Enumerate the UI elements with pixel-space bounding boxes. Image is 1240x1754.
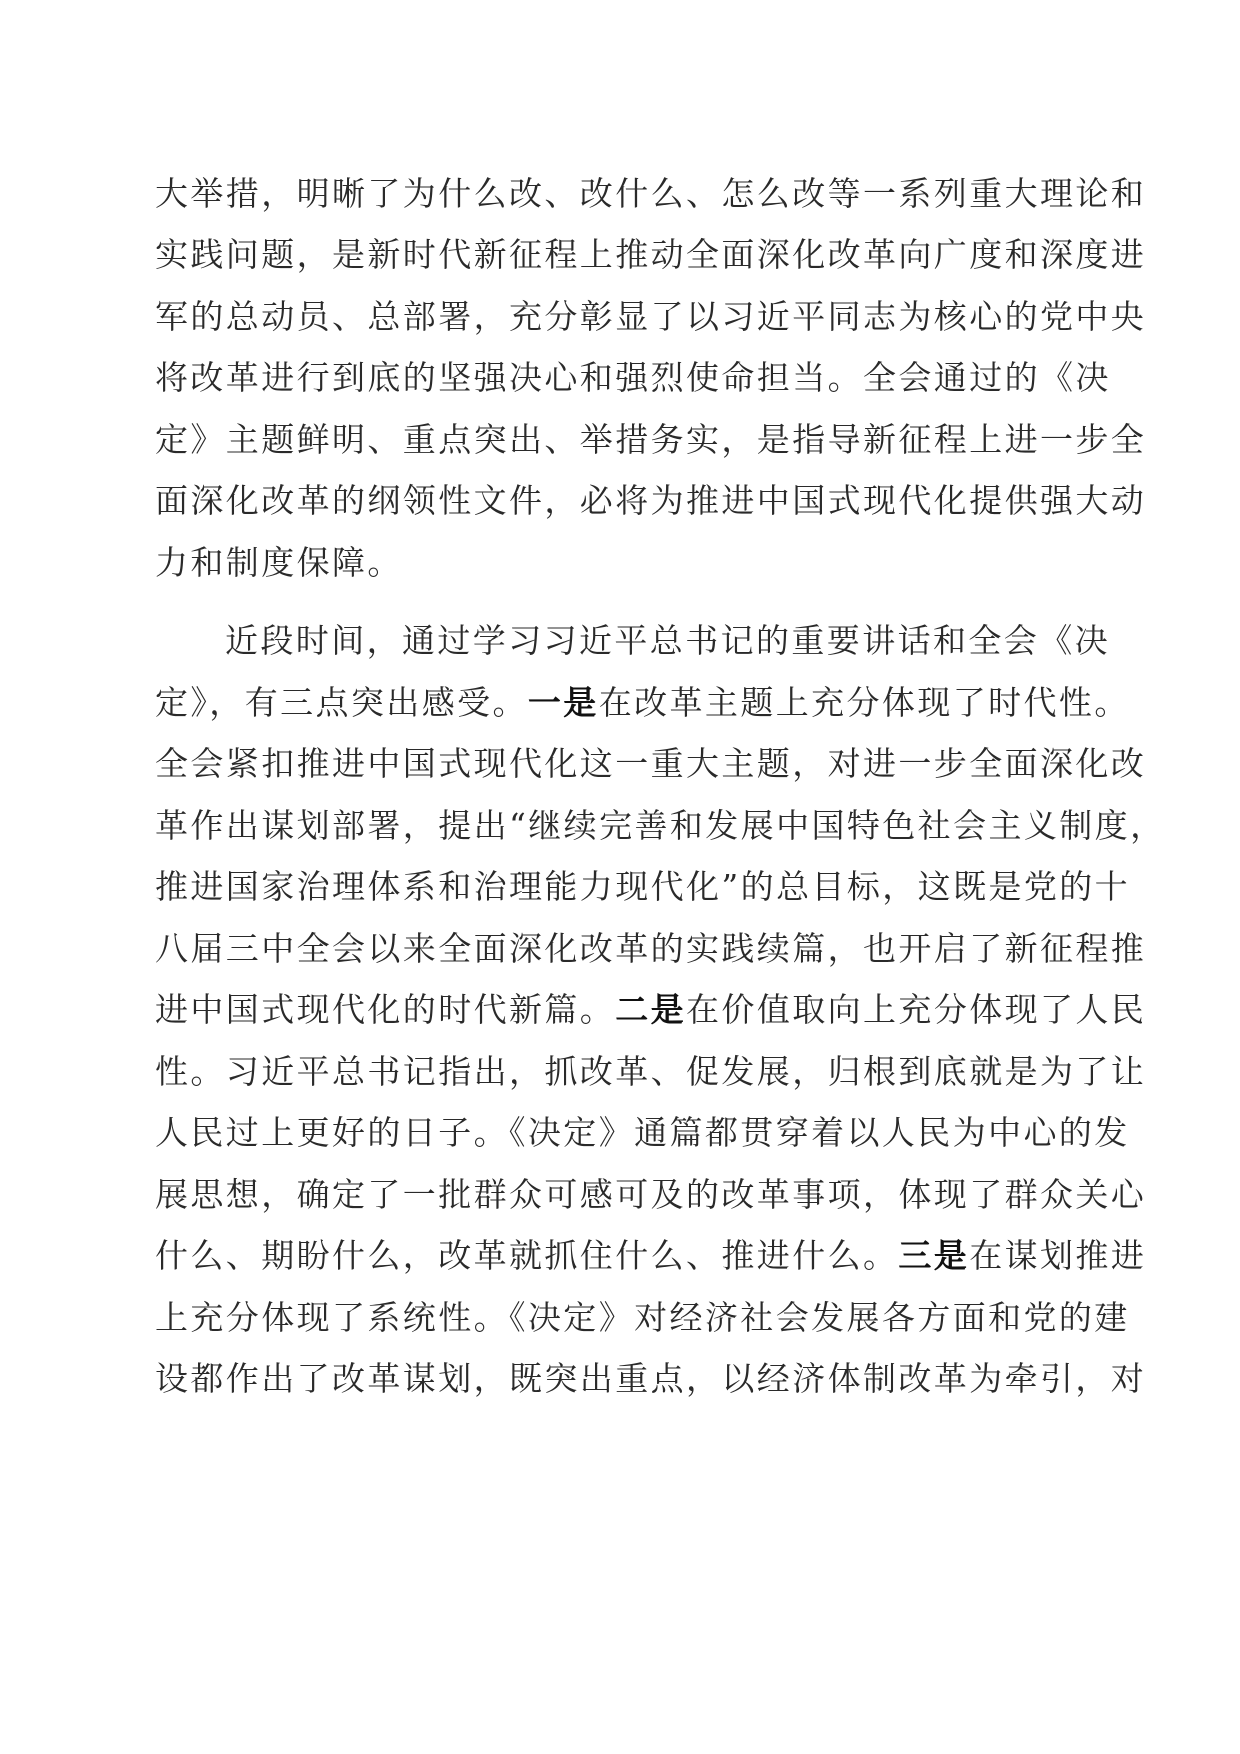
paragraph-line xyxy=(155,980,1147,1040)
paragraph-line: 实践问题，是新时代新征程上推动全面深化改革向广度和深度进 xyxy=(155,235,1147,274)
paragraph-line: 将改革进行到底的坚强决心和强烈使命担当。全会通过的《决 xyxy=(155,358,1111,397)
marker-second: 二是 xyxy=(615,990,687,1029)
line-text: 进中国式现代化的时代新篇。 xyxy=(155,990,616,1029)
marker-first: 一是 xyxy=(527,683,599,722)
paragraph-line: 力和制度保障。 xyxy=(155,543,403,582)
paragraph-line: 面深化改革的纲领性文件，必将为推进中国式现代化提供强大动 xyxy=(155,481,1147,520)
paragraph-line xyxy=(155,1226,1147,1286)
paragraph-line: 全会紧扣推进中国式现代化这一重大主题，对进一步全面深化改 xyxy=(155,744,1147,783)
paragraph-line: 定》主题鲜明、重点突出、举措务实，是指导新征程上进一步全 xyxy=(155,420,1147,459)
paragraph-line xyxy=(155,673,1130,733)
paragraph-line: 人民过上更好的日子。《决定》通篇都贯穿着以人民为中心的发 xyxy=(155,1113,1130,1152)
paragraph-line: 性。习近平总书记指出，抓改革、促发展，归根到底就是为了让 xyxy=(155,1052,1147,1091)
paragraph-line: 军的总动员、总部署，充分彰显了以习近平同志为核心的党中央 xyxy=(155,297,1147,336)
paragraph-line: 上充分体现了系统性。《决定》对经济社会发展各方面和党的建 xyxy=(155,1298,1130,1337)
line-text: 在谋划推进 xyxy=(969,1236,1147,1275)
paragraph-line: 设都作出了改革谋划，既突出重点，以经济体制改革为牵引，对 xyxy=(155,1359,1147,1398)
paragraph-line: 大举措，明晰了为什么改、改什么、怎么改等一系列重大理论和 xyxy=(155,174,1147,213)
paragraph-line: 近段时间，通过学习习近平总书记的重要讲话和全会《决 xyxy=(225,621,1110,660)
marker-third: 三是 xyxy=(898,1236,970,1275)
paragraph-line: 推进国家治理体系和治理能力现代化”的总目标，这既是党的十 xyxy=(155,867,1131,906)
line-text: 什么、期盼什么，改革就抓住什么、推进什么。 xyxy=(155,1236,899,1275)
paragraph-line: 八届三中全会以来全面深化改革的实践续篇，也开启了新征程推 xyxy=(155,929,1147,968)
paragraph-line: 革作出谋划部署，提出“继续完善和发展中国特色社会主义制度， xyxy=(155,806,1166,845)
line-text: 定》，有三点突出感受。 xyxy=(155,683,528,722)
paragraph-line: 展思想，确定了一批群众可感可及的改革事项，体现了群众关心 xyxy=(155,1175,1147,1214)
line-text: 在价值取向上充分体现了人民 xyxy=(686,990,1147,1029)
line-text: 在改革主题上充分体现了时代性。 xyxy=(598,683,1130,722)
